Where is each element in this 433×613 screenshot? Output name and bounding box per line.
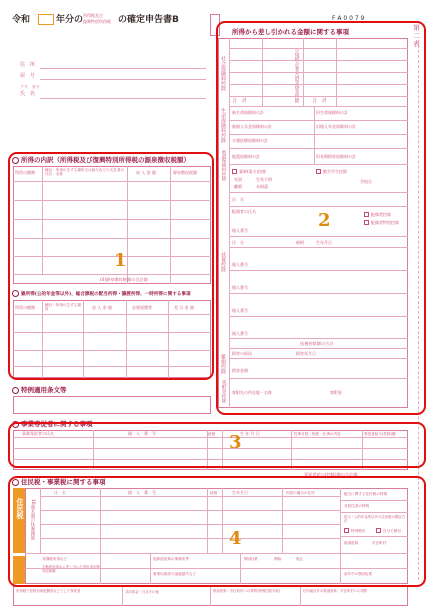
- special-spouse-label: 配偶者特別控除: [371, 220, 399, 225]
- school-label: 学校名: [360, 179, 372, 184]
- employee-col-relation: 続柄: [208, 432, 216, 436]
- donation-amount-label: 寄附金: [330, 390, 342, 395]
- working-student-label: 勤労学生控除: [323, 169, 347, 174]
- small-biz-total-label: 合 計: [312, 98, 328, 104]
- year-mid-label: 年分の: [56, 15, 84, 25]
- social-ins-side-label: 社会保険料控除: [220, 56, 226, 91]
- dependent-relation-col: 続柄: [296, 240, 304, 245]
- misc-col-expense: 必要経費等: [132, 305, 152, 310]
- not-returned-label: 未帰還: [256, 184, 268, 189]
- loss-amount-label: 損害金額: [232, 368, 248, 373]
- start-label: 開始: [274, 557, 282, 561]
- city-label: 市区町村: [372, 541, 387, 545]
- dependent-number-1: 個人番号: [232, 262, 248, 267]
- reiwa-label: 令和: [12, 15, 31, 25]
- divorce-label: 離婚: [234, 184, 242, 189]
- withholding-total-label: (4)源泉徴収税額の合計額: [100, 277, 148, 282]
- social-ins-total-label: 合 計: [232, 98, 248, 104]
- life-unknown-label: 生死不明: [256, 177, 272, 182]
- life-ins-side-label: 生命保険料控除: [220, 108, 226, 143]
- footer-left-label: 所得税で控除対象配偶者などとした専従者: [16, 589, 81, 593]
- income-col-revenue: 収 入 金 額: [136, 170, 156, 175]
- misc-col-net: 差 引 金 額: [174, 305, 194, 310]
- old-pension-label: 旧個人年金保険料の計: [316, 124, 356, 129]
- resident-col-birth: 生年月日: [232, 490, 248, 495]
- donee-label: 寄附先の所在地・名称: [232, 390, 272, 395]
- small-biz-side-label: 小規模企業共済等掛金控除: [294, 48, 299, 104]
- annotation-region-4: [8, 476, 426, 587]
- furigana-label: フリ ガナ: [20, 84, 40, 89]
- misc-income-title: 雑所得(公的年金等以外)、総合課税の配当所得・譲渡所得、一時所得に関する事項: [12, 290, 191, 299]
- special-rules-box[interactable]: [13, 396, 211, 414]
- dividend-label: 配当に関する住民税の特例: [344, 492, 388, 496]
- resident-title: 住民税・事業税に関する事項: [12, 478, 106, 486]
- spouse-name-label: 配偶者の氏名: [232, 209, 256, 214]
- own-pay-label: 自分で納付: [383, 529, 401, 533]
- trade-name-label: 屋 号: [20, 73, 36, 79]
- deductions-title: 所得から差し引かれる金額に関する事項: [232, 28, 349, 36]
- footer-donation-pref: 都道府県・市区町村への寄附(特例控除対象): [213, 589, 281, 593]
- annotation-region-1: [8, 152, 214, 380]
- quake-side-label: 地震保険料控除: [221, 150, 226, 181]
- employee-col-number: 個 人 番 号: [128, 431, 156, 436]
- casualty-side-label: 雑損控除: [220, 354, 226, 374]
- resident-col-number: 個 人 番 号: [128, 490, 156, 495]
- annotation-number-2: 2: [318, 210, 331, 231]
- annotation-number-3: 3: [229, 432, 242, 453]
- footer-donation-cc: 共同募金・日赤その他: [125, 590, 159, 594]
- dependent-number-3: 個人番号: [232, 308, 248, 313]
- employee-col-name: 事業専従者の氏名: [22, 431, 54, 436]
- year-input-box[interactable]: [38, 14, 54, 25]
- start-close-label: 開(廃)業: [244, 557, 258, 561]
- misc-col-place: 種目・所得の生ずる場所: [45, 303, 81, 311]
- income-col-withholding: 源泉徴収税額: [173, 170, 197, 175]
- new-pension-label: 新個人年金保険料の計: [232, 124, 272, 129]
- dependent-name-col: 氏 名: [232, 240, 244, 245]
- previous-year-label: 前年中の開(廃)業: [344, 572, 372, 576]
- resident-col-other: 別居の場合の住所: [286, 491, 315, 495]
- employee-col-work: 従事月数・程度・仕事の内容: [294, 432, 341, 436]
- collection-method-label: 給与・公的年金等以外の住民税の徴収方法: [344, 515, 406, 523]
- special-collect-label: 特別徴収: [351, 529, 366, 533]
- small-tax-label-1: 所得税及び: [83, 13, 103, 18]
- footer-far-label: 住所地以外の都道府県・市区町村への寄附: [303, 589, 368, 593]
- new-life-label: 新生命保険料の計: [232, 110, 264, 115]
- misc-col-revenue: 収 入 金 額: [92, 305, 112, 310]
- disabled-name-label: 氏 名: [232, 197, 244, 202]
- form-title: の確定申告書B: [118, 15, 179, 25]
- donation-side-label: 寄附金控除: [221, 380, 226, 403]
- other-pref-label: 他都道府県の事務所等: [153, 557, 189, 561]
- employee-col-birth: 生 年 月 日: [240, 431, 260, 436]
- deaths-label: 死別: [234, 177, 242, 182]
- widow-label: 寡婦(寡夫)控除: [239, 169, 267, 174]
- income-col-type: 所得の種類: [15, 170, 35, 175]
- employee-title: 事業専従者に関する事項: [12, 420, 93, 428]
- pref-label: 都道府県: [344, 541, 359, 545]
- small-tax-label-2: 復興特別所得税: [83, 19, 111, 24]
- old-longterm-label: 旧長期損害保険料の計: [316, 154, 356, 159]
- dependents-total-label: 扶養控除額の合計: [300, 341, 334, 346]
- form-code: F A 0 0 7 9: [332, 15, 365, 22]
- old-life-label: 旧生命保険料の計: [316, 110, 348, 115]
- spouse-number-label: 個人番号: [232, 228, 248, 233]
- circle-marker-icon: [12, 387, 19, 394]
- care-ins-label: 介護医療保険料の計: [232, 138, 268, 143]
- name-label: 氏 名: [20, 91, 36, 97]
- resident-col-name: 氏 名: [54, 490, 66, 495]
- close-label: 廃止: [296, 557, 304, 561]
- side-title: 第二表: [413, 24, 420, 48]
- resident-side-label: 住民税: [16, 498, 24, 519]
- dependents-side-label: 扶養控除: [220, 252, 226, 272]
- damage-date-label: 損害年月日: [296, 351, 316, 356]
- quake-label: 地震保険料の計: [232, 154, 260, 159]
- misc-col-type: 所得の種類: [15, 305, 35, 310]
- real-estate-label: 不動産所得から差し引いた青色申告特別控除額: [42, 565, 100, 573]
- tax-exempt-label: 非課税所得など: [42, 557, 68, 561]
- address-label: 住 所: [20, 62, 36, 68]
- dependent-number-4: 個人番号: [232, 331, 248, 336]
- employee-total-label: 専従者給与(控除)額の合計額: [304, 472, 358, 477]
- dependent-number-2: 個人番号: [232, 285, 248, 290]
- employee-col-salary: 専従者給与(控除)額: [364, 432, 396, 436]
- under16-side-label: 16歳未満の扶養親族: [30, 499, 35, 540]
- annotation-number-4: 4: [229, 528, 242, 549]
- damage-cause-label: 損害の原因: [232, 351, 252, 356]
- asset-loss-label: 事業用資産の譲渡損失など: [153, 572, 197, 576]
- spouse-deduction-label: 配偶者控除: [371, 212, 391, 217]
- special-rules-title: 特例適用条文等: [12, 386, 67, 394]
- non-resident-label: 非居住者の特例: [344, 504, 370, 508]
- annotation-number-1: 1: [114, 250, 127, 271]
- annotation-region-3: [8, 422, 426, 468]
- income-col-place: 種目・所得の生ずる場所又は給与などの支払者の氏名・名称: [45, 168, 125, 176]
- dependent-birth-col: 生年月日: [316, 240, 332, 245]
- income-detail-title: 所得の内訳（所得税及び復興特別所得税の源泉徴収税額）: [12, 156, 190, 164]
- resident-col-relation: 続柄: [210, 491, 218, 495]
